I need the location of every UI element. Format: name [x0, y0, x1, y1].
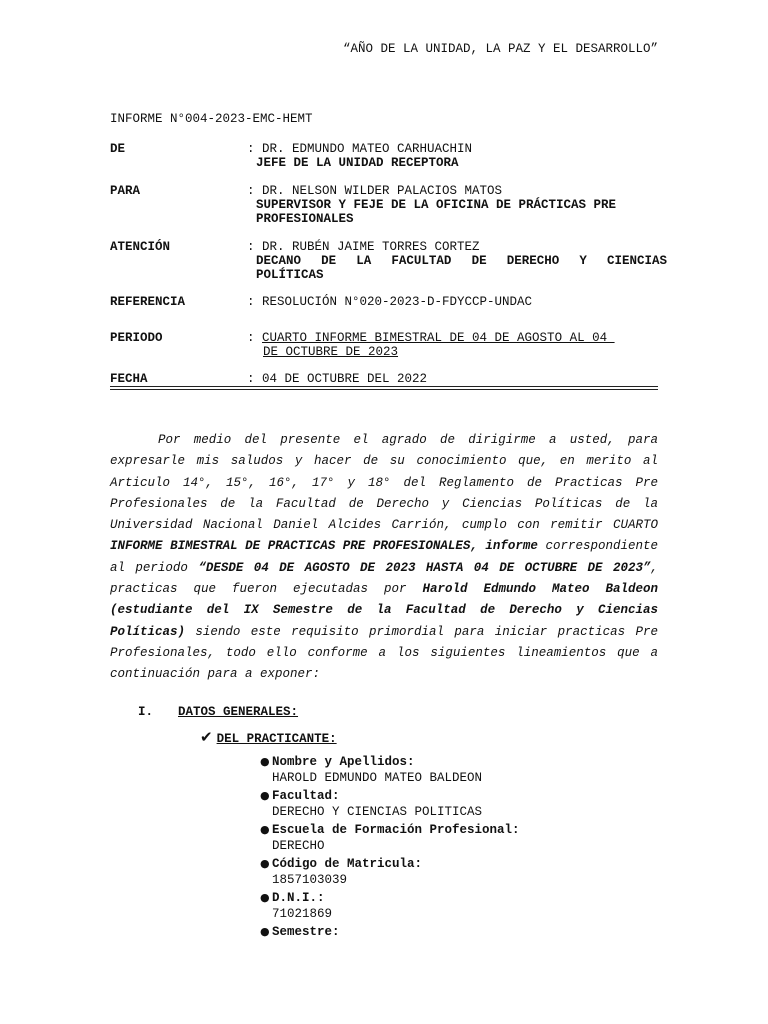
body-bold-1: INFORME BIMESTRAL DE PRACTICAS PRE PROFESIONALES, informe — [110, 539, 538, 554]
body-text-3: , practicas que fueron ejecutadas por — [110, 560, 658, 597]
bullet-icon: ● — [260, 823, 270, 836]
list-item — [260, 924, 660, 940]
section-title-text: DATOS GENERALES: — [178, 705, 299, 719]
subsection-title — [200, 728, 337, 746]
field-de-label: DE — [110, 142, 126, 156]
field-periodo-colon: : — [247, 331, 263, 345]
field-para-role-line1: SUPERVISOR Y FEJE DE LA OFICINA DE PRÁCTICAS PRE — [256, 198, 617, 212]
field-para-label: PARA — [110, 184, 141, 198]
field-fecha-value: : 04 DE OCTUBRE DEL 2022 — [247, 372, 428, 386]
field-periodo-value-line2: DE OCTUBRE DE 2023 — [263, 345, 399, 359]
body-text-1: Por medio del presente el agrado de dirigirme a usted, para expresarle mis saludos y hacer de su conocimiento que, en merito al Articulo 14°, 15°, 16°, 17° y 18° del Reglamento de Practicas Pre Profesionales de la Facultad de Derecho y Ciencias Políticas de la Universidad Nacional Daniel Alcides Carrión, cumplo con remitir CUARTO — [110, 433, 658, 533]
field-de-value: : DR. EDMUNDO MATEO CARHUACHIN — [247, 142, 473, 156]
list-item — [260, 856, 660, 888]
item-value: 71021869 — [272, 907, 333, 921]
field-atencion-role-line2: POLÍTICAS — [256, 268, 324, 282]
item-value: HAROLD EDMUNDO MATEO BALDEON — [272, 771, 483, 785]
item-label: D.N.I.: — [272, 891, 325, 905]
item-label: Semestre: — [272, 925, 340, 939]
practitioner-details-list — [260, 754, 660, 940]
item-label: Facultad: — [272, 789, 340, 803]
body-bold-2: “DESDE 04 DE AGOSTO DE 2023 HASTA 04 DE OCTUBRE DE 2023” — [198, 560, 651, 575]
item-label: Escuela de Formación Profesional: — [272, 823, 520, 837]
list-item — [260, 788, 660, 820]
item-value: 1857103039 — [272, 873, 348, 887]
field-referencia-label: REFERENCIA — [110, 295, 186, 309]
field-para-value: : DR. NELSON WILDER PALACIOS MATOS — [247, 184, 503, 198]
bullet-icon: ● — [260, 789, 270, 802]
field-referencia-value: : RESOLUCIÓN N°020-2023-D-FDYCCP-UNDAC — [247, 295, 533, 309]
header-divider-top — [110, 386, 658, 387]
bullet-icon: ● — [260, 891, 270, 904]
item-label: Nombre y Apellidos: — [272, 755, 415, 769]
document-motto: “AÑO DE LA UNIDAD, LA PAZ Y EL DESARROLLO” — [342, 42, 658, 56]
item-value: DERECHO Y CIENCIAS POLITICAS — [272, 805, 483, 819]
field-atencion-value: : DR. RUBÉN JAIME TORRES CORTEZ — [247, 240, 480, 254]
field-periodo-value: CUARTO INFORME BIMESTRAL DE 04 DE AGOSTO AL 04 — [262, 331, 615, 345]
item-label: Código de Matricula: — [272, 857, 423, 871]
list-item — [260, 754, 660, 786]
list-item — [260, 822, 660, 854]
header-divider-bottom — [110, 389, 658, 390]
bullet-icon: ● — [260, 755, 270, 768]
field-de-role: JEFE DE LA UNIDAD RECEPTORA — [256, 156, 459, 170]
body-text-4: siendo este requisito primordial para iniciar practicas Pre Profesionales, todo ello conforme a los siguientes lineamientos que a continuación para a exponer: — [110, 624, 658, 682]
item-value: DERECHO — [272, 839, 325, 853]
body-text-2: correspondiente al periodo — [110, 539, 658, 575]
list-item — [260, 890, 660, 922]
field-para-role-line2: PROFESIONALES — [256, 212, 354, 226]
field-atencion-role-line1: DECANO DE LA FACULTAD DE DERECHO Y CIENCIAS — [256, 254, 667, 268]
bullet-icon: ● — [260, 925, 270, 938]
report-number: INFORME N°004-2023-EMC-HEMT — [110, 112, 313, 126]
section-number: I. — [138, 705, 154, 719]
body-bold-3: Harold Edmundo Mateo Baldeon (estudiante del IX Semestre de la Facultad de Derecho y Ciencias Políticas) — [110, 582, 658, 639]
bullet-icon: ● — [260, 857, 270, 870]
subsection-title-text: DEL PRACTICANTE: — [216, 732, 337, 746]
field-fecha-label: FECHA — [110, 372, 148, 386]
check-mark-icon: ✔ — [200, 728, 213, 746]
field-atencion-label: ATENCIÓN — [110, 240, 171, 254]
field-periodo-label: PERIODO — [110, 331, 163, 345]
body-paragraph — [110, 430, 658, 686]
section-title — [138, 705, 298, 719]
